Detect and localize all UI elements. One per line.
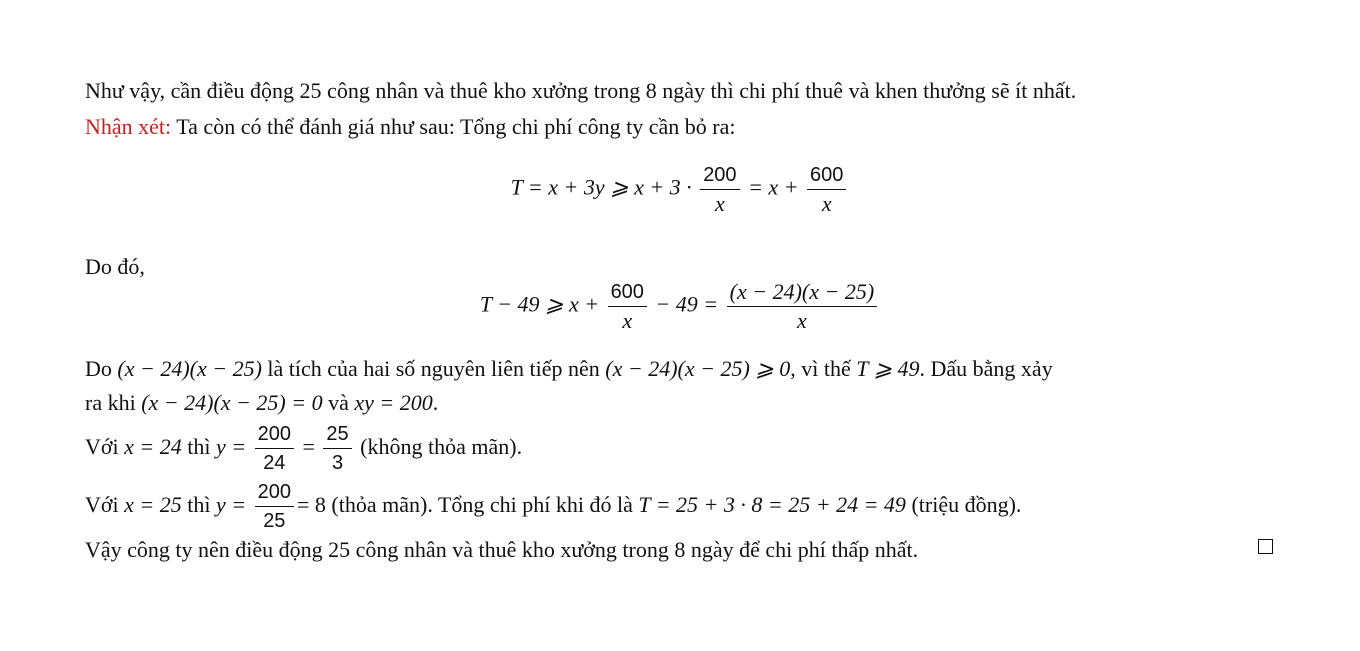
math-y-eq-25: y = bbox=[216, 492, 247, 517]
fraction-25-over-3 bbox=[323, 422, 351, 475]
do-do-line bbox=[85, 254, 145, 280]
text-voi-24: Với bbox=[85, 434, 125, 459]
text-do-a: Do bbox=[85, 356, 118, 381]
frac-200-25-denominator: 25 bbox=[263, 510, 286, 533]
eq1-frac1-numerator: 200 bbox=[700, 163, 739, 190]
eq1-frac1-denominator: x bbox=[714, 191, 725, 216]
remark-text: Ta còn có thể đánh giá như sau: Tổng chi phí công ty cần bỏ ra: bbox=[171, 114, 736, 139]
text-do-c: , vì thế bbox=[790, 356, 857, 381]
eq1-frac2-numerator: 600 bbox=[807, 163, 846, 190]
remark-line bbox=[85, 114, 735, 140]
fraction-200-over-25 bbox=[255, 480, 294, 533]
math-x25: x = 25 bbox=[124, 492, 182, 517]
frac-25-3-numerator: 25 bbox=[323, 422, 351, 449]
paragraph-product-reasoning bbox=[85, 356, 1053, 382]
eq2-fraction-2 bbox=[727, 280, 878, 333]
case-x-24 bbox=[85, 418, 522, 476]
equation-difference bbox=[0, 280, 1360, 333]
text-rakhi-c: . bbox=[432, 390, 439, 415]
eq2-frac2-denominator: x bbox=[797, 308, 807, 333]
text-do-do: Do đó, bbox=[85, 254, 145, 279]
frac-200-25-numerator: 200 bbox=[255, 480, 294, 507]
eq2-left: T − 49 ⩾ x + bbox=[479, 291, 600, 317]
frac-200-24-numerator: 200 bbox=[255, 422, 294, 449]
eq1-fraction-2 bbox=[807, 163, 846, 216]
math-xy200: xy = 200 bbox=[354, 390, 433, 415]
text-trieu-dong: (triệu đồng). bbox=[905, 492, 1022, 517]
text-thoa-man: (thỏa mãn). Tổng chi phí khi đó là bbox=[325, 492, 639, 517]
text-rakhi-a: ra khi bbox=[85, 390, 142, 415]
math-total: T = 25 + 3 · 8 = 25 + 24 = 49 bbox=[638, 492, 906, 517]
text-conclusion: Vậy công ty nên điều động 25 công nhân và thuê kho xưởng trong 8 ngày để chi phí thấp nhất. bbox=[85, 537, 919, 562]
text-thi-25: thì bbox=[181, 492, 216, 517]
text-voi-25: Với bbox=[85, 492, 125, 517]
text-do-b: là tích của hai số nguyên liên tiếp nên bbox=[261, 356, 606, 381]
math-t-ge49: T ⩾ 49 bbox=[856, 356, 920, 381]
eq2-fraction-1 bbox=[608, 280, 647, 333]
paragraph-final-conclusion bbox=[85, 537, 918, 563]
equation-total-cost bbox=[0, 163, 1360, 216]
text-do-d: . Dấu bằng xảy bbox=[919, 356, 1053, 381]
text-khong-thoa-man: (không thỏa mãn). bbox=[354, 434, 523, 459]
eq2-frac1-numerator: 600 bbox=[608, 280, 647, 307]
math-product-eq0: (x − 24)(x − 25) = 0 bbox=[141, 390, 323, 415]
eq1-frac2-denominator: x bbox=[821, 191, 832, 216]
square-icon bbox=[1258, 539, 1273, 554]
frac-200-24-denominator: 24 bbox=[263, 452, 286, 475]
math-y-eq-24: y = bbox=[216, 434, 247, 459]
eq2-frac1-denominator: x bbox=[622, 308, 633, 333]
math-product: (x − 24)(x − 25) bbox=[117, 356, 262, 381]
text-rakhi-b: và bbox=[322, 390, 355, 415]
fraction-200-over-24 bbox=[255, 422, 294, 475]
case-x-25 bbox=[85, 476, 1021, 534]
math-x24: x = 24 bbox=[124, 434, 182, 459]
paragraph-conclusion-intro bbox=[85, 78, 1076, 104]
math-product-ge0: (x − 24)(x − 25) ⩾ 0 bbox=[605, 356, 791, 381]
math-eq8: = 8 bbox=[297, 492, 326, 517]
frac-25-3-denominator: 3 bbox=[331, 452, 344, 475]
paragraph-equality-condition bbox=[85, 390, 438, 416]
eq1-left: T = x + 3y ⩾ x + 3 · bbox=[510, 174, 692, 200]
text-thi-24: thì bbox=[181, 434, 216, 459]
text-line1: Như vậy, cần điều động 25 công nhân và thuê kho xưởng trong 8 ngày thì chi phí thuê và khen thưởng sẽ ít nhất. bbox=[85, 78, 1077, 103]
math-eq-sign: = bbox=[302, 434, 315, 459]
remark-label: Nhận xét: bbox=[85, 114, 172, 139]
eq1-fraction-1 bbox=[700, 163, 739, 216]
eq2-mid: − 49 = bbox=[655, 291, 719, 317]
eq1-mid: = x + bbox=[748, 174, 799, 200]
eq2-frac2-numerator: (x − 24)(x − 25) bbox=[727, 280, 878, 307]
